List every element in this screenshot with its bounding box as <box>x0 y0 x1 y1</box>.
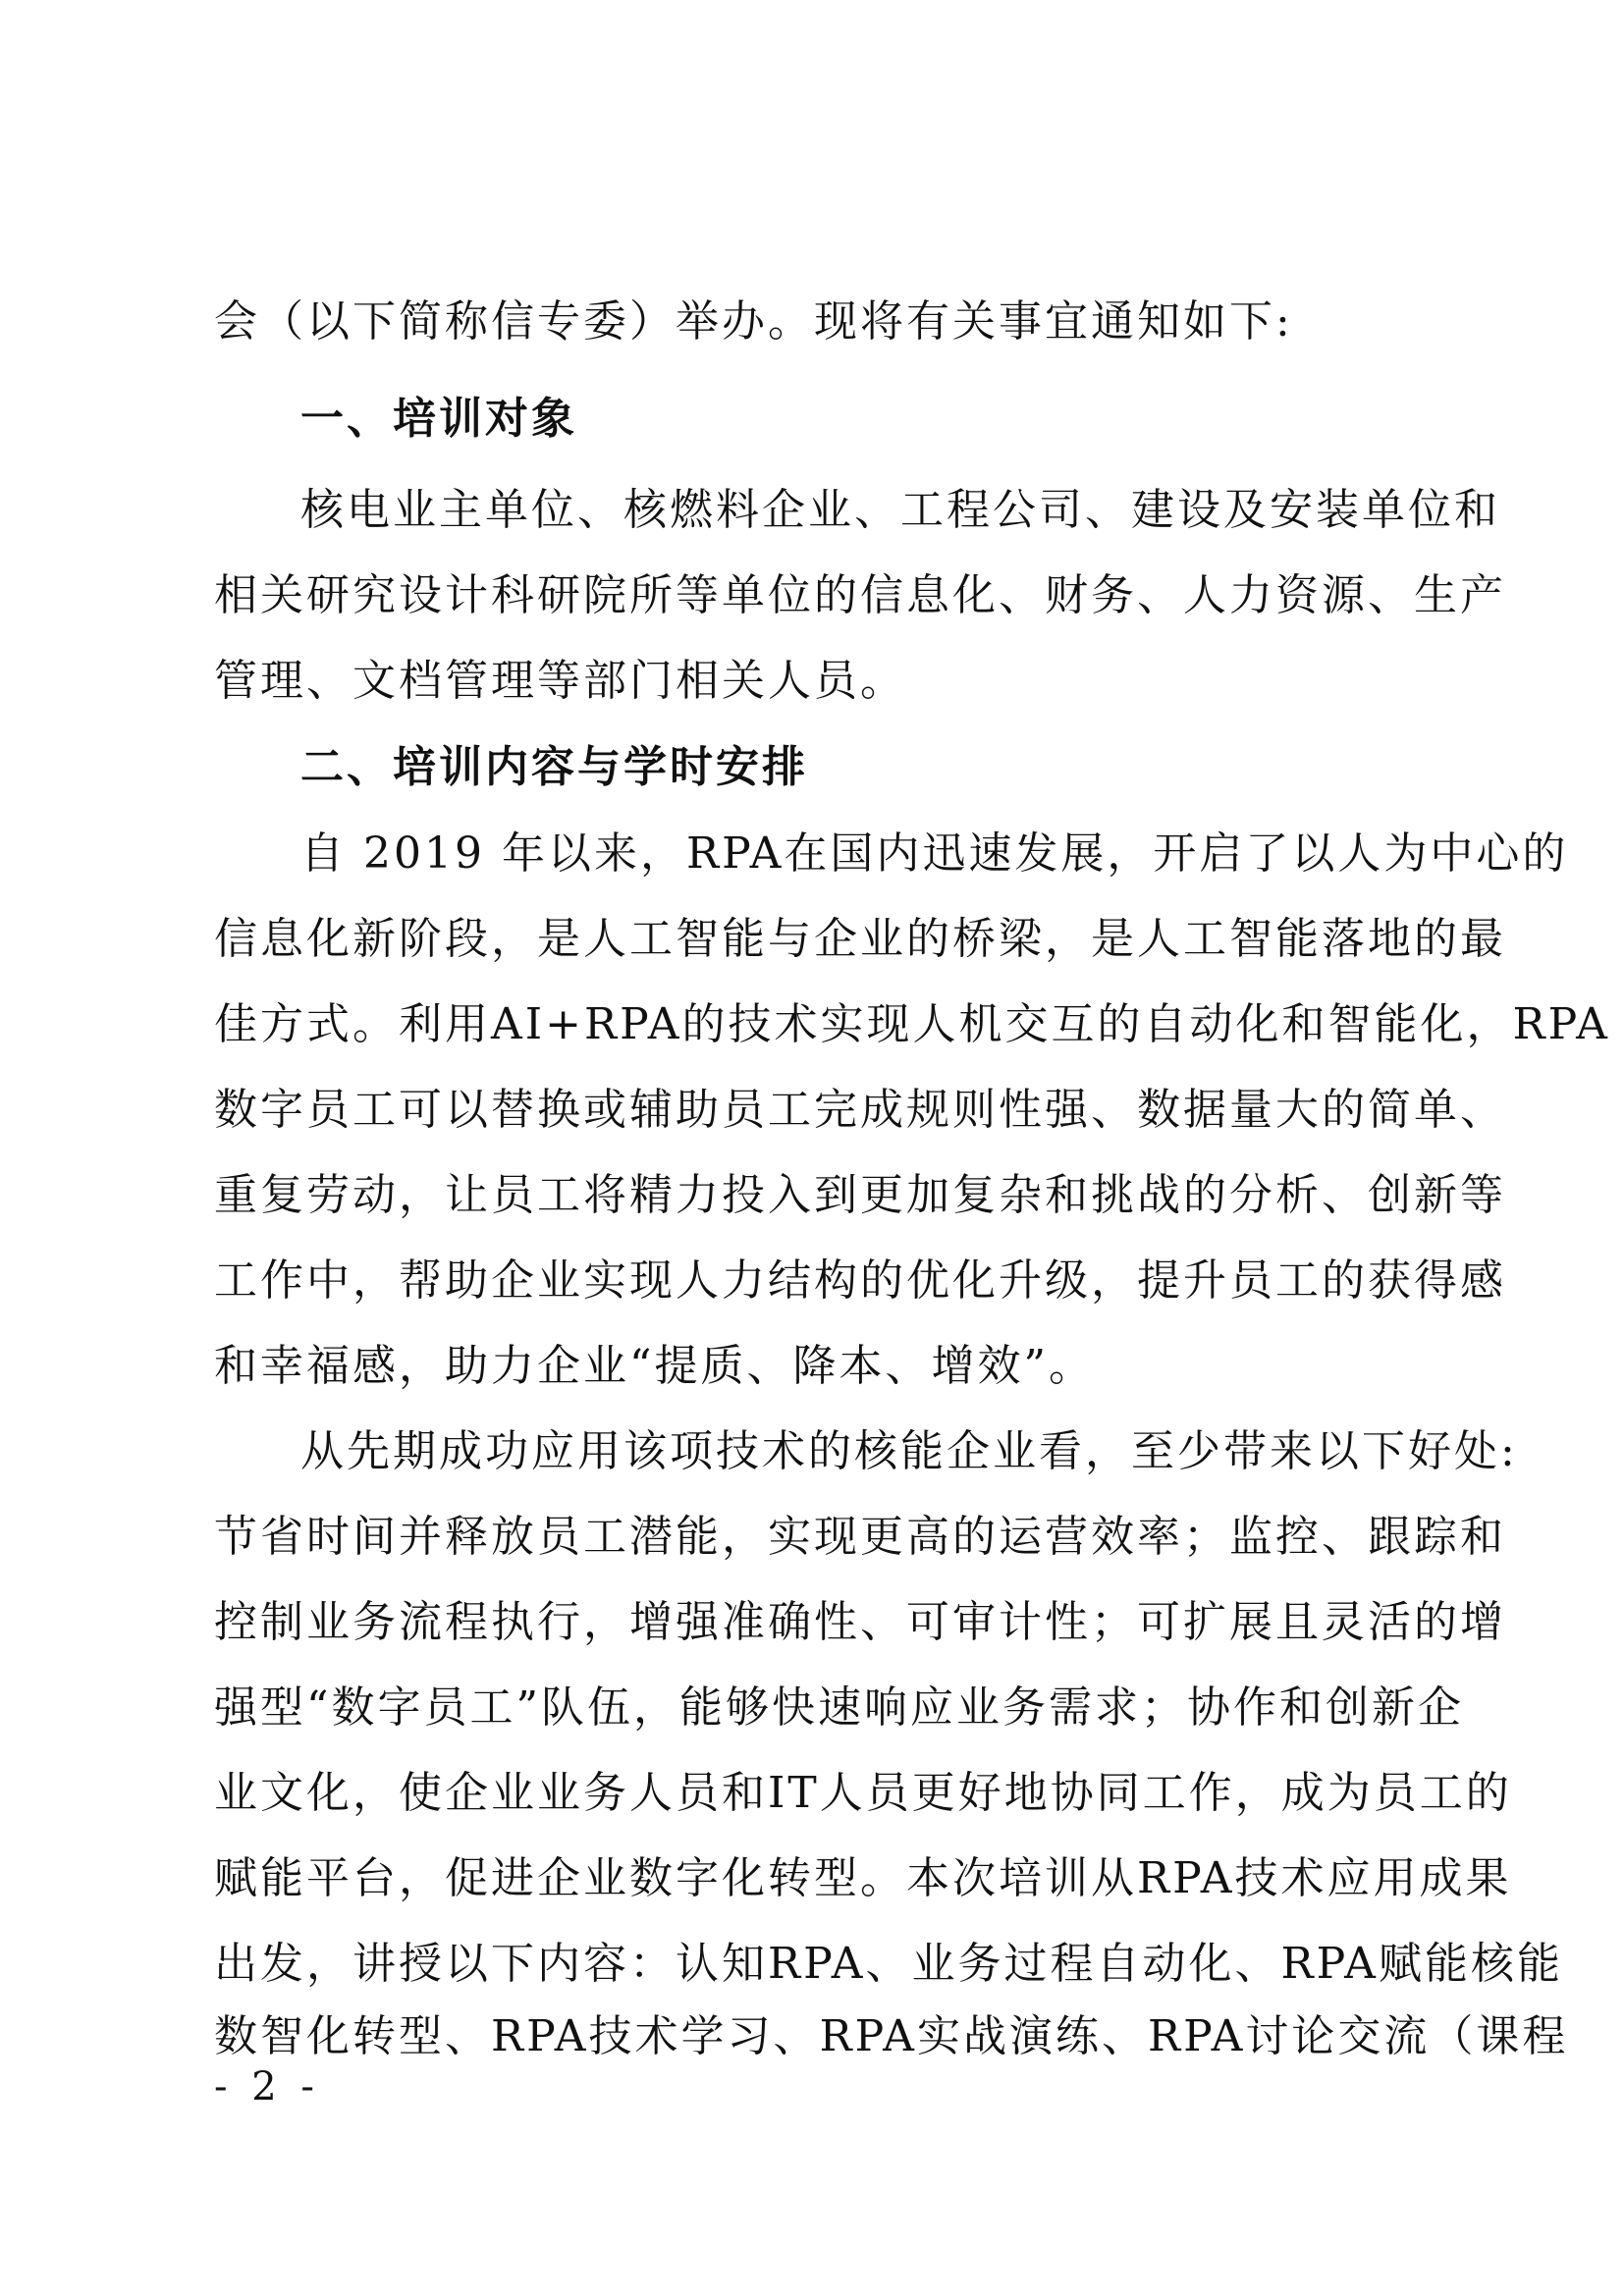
paragraph-line: 控制业务流程执行，增强准确性、可审计性；可扩展且灵活的增 <box>214 1597 1506 1647</box>
paragraph-line: 自 2019 年以来，RPA在国内迅速发展，开启了以人为中心的 <box>300 828 1569 879</box>
paragraph-line: 核电业主单位、核燃料企业、工程公司、建设及安装单位和 <box>300 485 1500 535</box>
paragraph-line: 数智化转型、RPA技术学习、RPA实战演练、RPA讨论交流（课程 <box>214 2011 1569 2061</box>
paragraph-line: 管理、文档管理等部门相关人员。 <box>214 656 906 706</box>
paragraph-line: 佳方式。利用AI+RPA的技术实现人机交互的自动化和智能化，RPA <box>214 999 1610 1049</box>
paragraph-line-continuation: 会（以下简称信专委）举办。现将有关事宜通知如下: <box>214 296 1293 347</box>
paragraph-line: 相关研究设计科研院所等单位的信息化、财务、人力资源、生产 <box>214 570 1506 620</box>
paragraph-line: 数字员工可以替换或辅助员工完成规则性强、数据量大的简单、 <box>214 1085 1506 1135</box>
section-heading-training-content: 二、培训内容与学时安排 <box>300 742 808 792</box>
paragraph-line: 节省时间并释放员工潜能，实现更高的运营效率；监控、跟踪和 <box>214 1512 1506 1562</box>
page-number: - 2 - <box>214 2064 320 2109</box>
paragraph-line: 和幸福感，助力企业“提质、降本、增效”。 <box>214 1341 1095 1391</box>
paragraph-line: 从先期成功应用该项技术的核能企业看，至少带来以下好处: <box>300 1426 1518 1476</box>
paragraph-line: 重复劳动，让员工将精力投入到更加复杂和挑战的分析、创新等 <box>214 1170 1506 1220</box>
paragraph-line: 信息化新阶段，是人工智能与企业的桥梁，是人工智能落地的最 <box>214 914 1506 964</box>
paragraph-line: 赋能平台，促进企业数字化转型。本次培训从RPA技术应用成果 <box>214 1853 1512 1903</box>
paragraph-line: 出发，讲授以下内容：认知RPA、业务过程自动化、RPA赋能核能 <box>214 1939 1563 1989</box>
section-heading-training-targets: 一、培训对象 <box>300 394 577 444</box>
paragraph-line: 强型“数字员工”队伍，能够快速响应业务需求；协作和创新企 <box>214 1682 1464 1733</box>
paragraph-line: 业文化，使企业业务人员和IT人员更好地协同工作，成为员工的 <box>214 1768 1512 1818</box>
paragraph-line: 工作中，帮助企业实现人力结构的优化升级，提升员工的获得感 <box>214 1255 1506 1306</box>
